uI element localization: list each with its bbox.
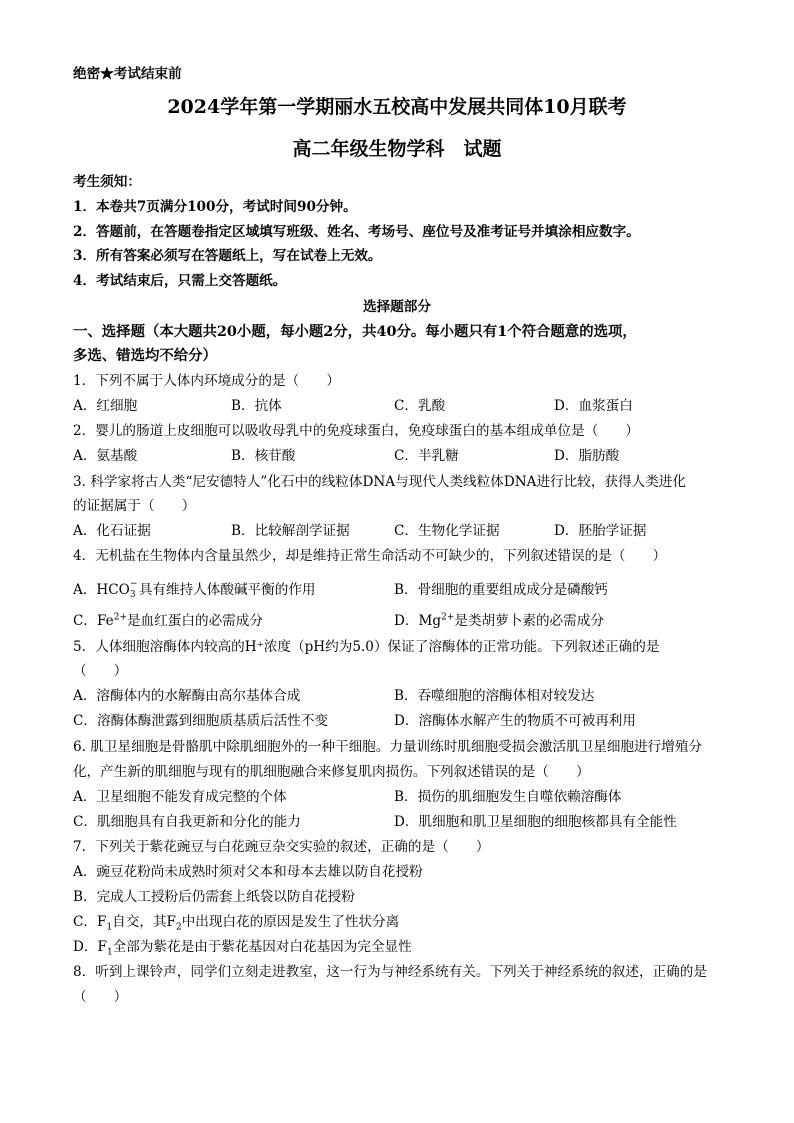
exam-title: 2024学年第一学期丽水五校高中发展共同体10月联考 (167, 96, 627, 118)
option-a: A．红细胞 (73, 398, 138, 414)
question-4-stem: 4．无机盐在生物体内含量虽然少，却是维持正常生命活动不可缺少的，下列叙述错误的是（ ） (73, 548, 667, 564)
question-8-stem-line1: 8．听到上课铃声，同学们立刻走进教室，这一行为与神经系统有关。下列关于神经系统的叙述，正确的是 (73, 964, 707, 980)
question-5-stem-line1: 5．人体细胞溶酶体内较高的H⁺浓度（pH约为5.0）保证了溶酶体的正常功能。下列叙述正确的是 (73, 639, 660, 655)
question-7-option-a: A．豌豆花粉尚未成熟时须对父本和母本去雄以防自花授粉 (73, 864, 423, 880)
option-c: C．生物化学证据 (394, 523, 500, 539)
question-7-stem: 7．下列关于紫花豌豆与白花豌豆杂交实验的叙述，正确的是（ ） (73, 839, 490, 855)
part-intro-line1: 一、选择题（本大题共20小题，每小题2分，共40分。每小题只有1个符合题意的选项， (73, 323, 637, 340)
option-d: D．脂肪酸 (554, 448, 620, 464)
question-7-option-c: C．$F_1$自交，其$F_2$中出现白花的原因是发生了性状分离 (73, 914, 400, 933)
section-title: 选择题部分 (363, 299, 431, 315)
question-7-option-b: B．完成人工授粉后仍需套上纸袋以防自花授粉 (73, 889, 355, 905)
notice-item-1: 1．本卷共7页满分100分，考试时间90分钟。 (73, 199, 357, 215)
option-a: A．氨基酸 (73, 448, 138, 464)
option-b: B．吞噬细胞的溶酶体相对较发达 (394, 688, 595, 704)
part-intro-line2: 多选、错选均不给分） (73, 347, 217, 364)
option-c: C．溶酶体酶泄露到细胞质基质后活性不变 (73, 713, 329, 729)
option-d: D．胚胎学证据 (554, 523, 647, 539)
option-a: A．溶酶体内的水解酶由高尔基体合成 (73, 688, 301, 704)
question-7-option-d: D．$F_1$全部为紫花是由于紫花基因对白花基因为完全显性 (73, 939, 412, 958)
option-d: D．$Mg^{2+}$是类胡萝卜素的必需成分 (394, 612, 604, 629)
question-8-stem-line2: （ ） (73, 989, 128, 1005)
option-b: B．核苷酸 (231, 448, 296, 464)
option-b: B．骨细胞的重要组成成分是磷酸钙 (394, 582, 608, 598)
question-2-stem: 2．婴儿的肠道上皮细胞可以吸收母乳中的免疫球蛋白，免疫球蛋白的基本组成单位是（ ） (73, 423, 639, 439)
option-d: D．肌细胞和肌卫星细胞的细胞核都具有全能性 (394, 814, 677, 830)
option-b: B．抗体 (231, 398, 282, 414)
confidential-label: 绝密★考试结束前 (73, 66, 182, 82)
option-c: C．半乳糖 (394, 448, 459, 464)
option-c: C．乳酸 (394, 398, 446, 414)
notice-item-3: 3．所有答案必须写在答题纸上，写在试卷上无效。 (73, 248, 382, 264)
question-3-stem-line2: 的证据属于（ ） (73, 498, 196, 514)
option-c: C．肌细胞具有自我更新和分化的能力 (73, 814, 301, 830)
question-1-stem: 1．下列不属于人体内环境成分的是（ ） (73, 373, 340, 389)
question-5-stem-line2: （ ） (73, 663, 128, 679)
question-6-stem-line1: 6. 肌卫星细胞是骨骼肌中除肌细胞外的一种干细胞。力量训练时肌细胞受损会激活肌卫星细胞进行增殖分 (73, 739, 703, 755)
option-d: D．溶酶体水解产生的物质不可被再利用 (394, 713, 636, 729)
notice-item-2: 2．答题前，在答题卷指定区域填写班级、姓名、考场号、座位号及准考证号并填涂相应数字。 (73, 224, 640, 240)
question-3-stem-line1: 3. 科学家将古人类“尼安德特人”化石中的线粒体DNA与现代人类线粒体DNA进行比较，获得人类进化 (73, 474, 686, 490)
notice-heading: 考生须知： (73, 174, 141, 190)
option-a: A．HCO − 3 具有维持人体酸碱平衡的作用 (73, 579, 316, 600)
question-6-stem-line2: 化，产生新的肌细胞与现有的肌细胞融合来修复肌肉损伤。下列叙述错误的是（ ） (73, 764, 590, 780)
option-c: C．$Fe^{2+}$是血红蛋白的必需成分 (73, 612, 263, 629)
option-a: A．化石证据 (73, 523, 151, 539)
option-a: A．卫星细胞不能发育成完整的个体 (73, 789, 287, 805)
exam-subtitle: 高二年级生物学科 试题 (292, 138, 502, 160)
option-d: D．血浆蛋白 (554, 398, 633, 414)
option-b: B．比较解剖学证据 (231, 523, 350, 539)
option-b: B．损伤的肌细胞发生自噬依赖溶酶体 (394, 789, 622, 805)
notice-item-4: 4．考试结束后，只需上交答题纸。 (73, 273, 287, 289)
